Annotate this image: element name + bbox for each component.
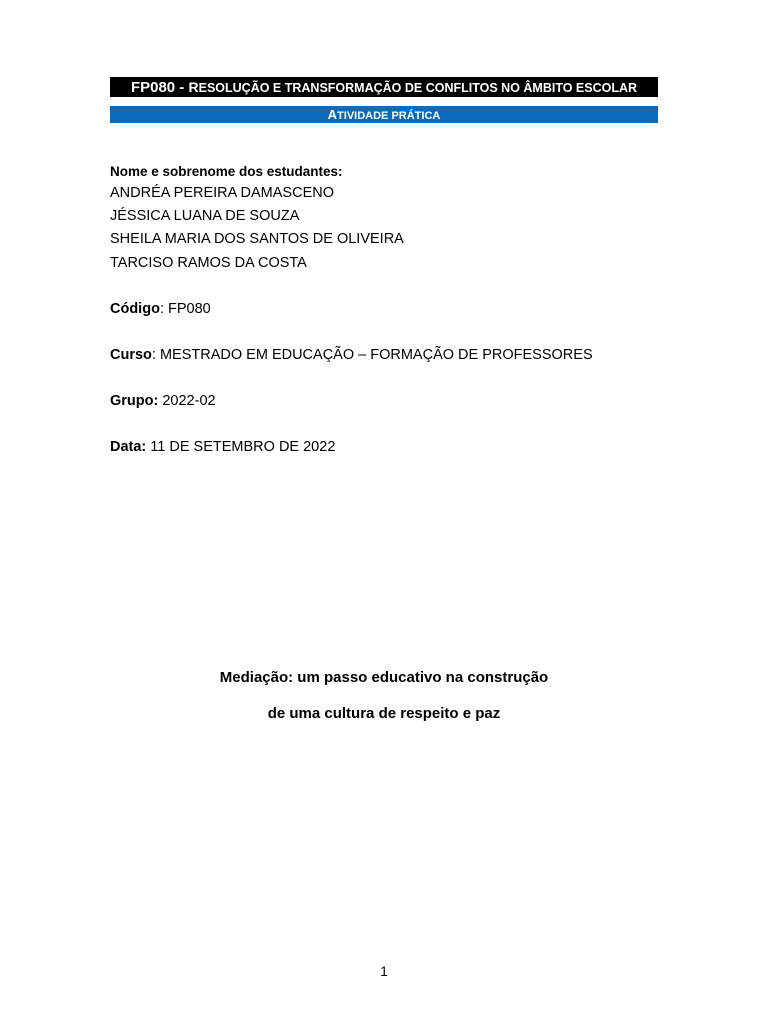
code-separator: : [159,301,168,317]
course-separator: : [151,347,160,363]
activity-type: TIVIDADE PRÁTICA [337,110,441,122]
group-field [110,390,216,413]
student-name: SHEILA MARIA DOS SANTOS DE OLIVEIRA [110,231,404,248]
title-separator: - [175,79,189,96]
course-code: FP080 [130,79,176,96]
course-value: MESTRADO EM EDUCAÇÃO – FORMAÇÃO DE PROFESSORES [159,347,593,363]
date-value: 11 DE SETEMBRO DE 2022 [150,439,336,455]
date-label: Data: [110,439,147,455]
course-title: ESOLUÇÃO E TRANSFORMAÇÃO DE CONFLITOS NO ÂMBITO ESCOLAR [198,81,638,95]
course-title-bar [110,77,658,97]
students-list [110,182,404,275]
group-value: 2022-02 [162,393,216,409]
work-title-line-2: de uma cultura de respeito e paz [267,705,501,722]
student-name: ANDRÉA PEREIRA DAMASCENO [110,185,334,201]
date-field [110,436,335,459]
code-label: Código [110,301,160,317]
code-value: FP080 [168,301,211,317]
code-field [110,298,211,321]
student-name: TARCISO RAMOS DA COSTA [110,254,307,271]
course-label: Curso [110,347,152,363]
student-name: JÉSSICA LUANA DE SOUZA [110,208,300,225]
activity-type-bar [110,106,658,123]
group-label: Grupo: [110,393,159,409]
page-number: 1 [380,964,388,979]
work-title-line-1: Mediação: um passo educativo na construção [219,669,549,686]
students-label: Nome e sobrenome dos estudantes: [110,164,343,179]
title-initial: R [188,79,199,95]
course-field [110,344,593,367]
activity-initial: A [327,107,338,122]
